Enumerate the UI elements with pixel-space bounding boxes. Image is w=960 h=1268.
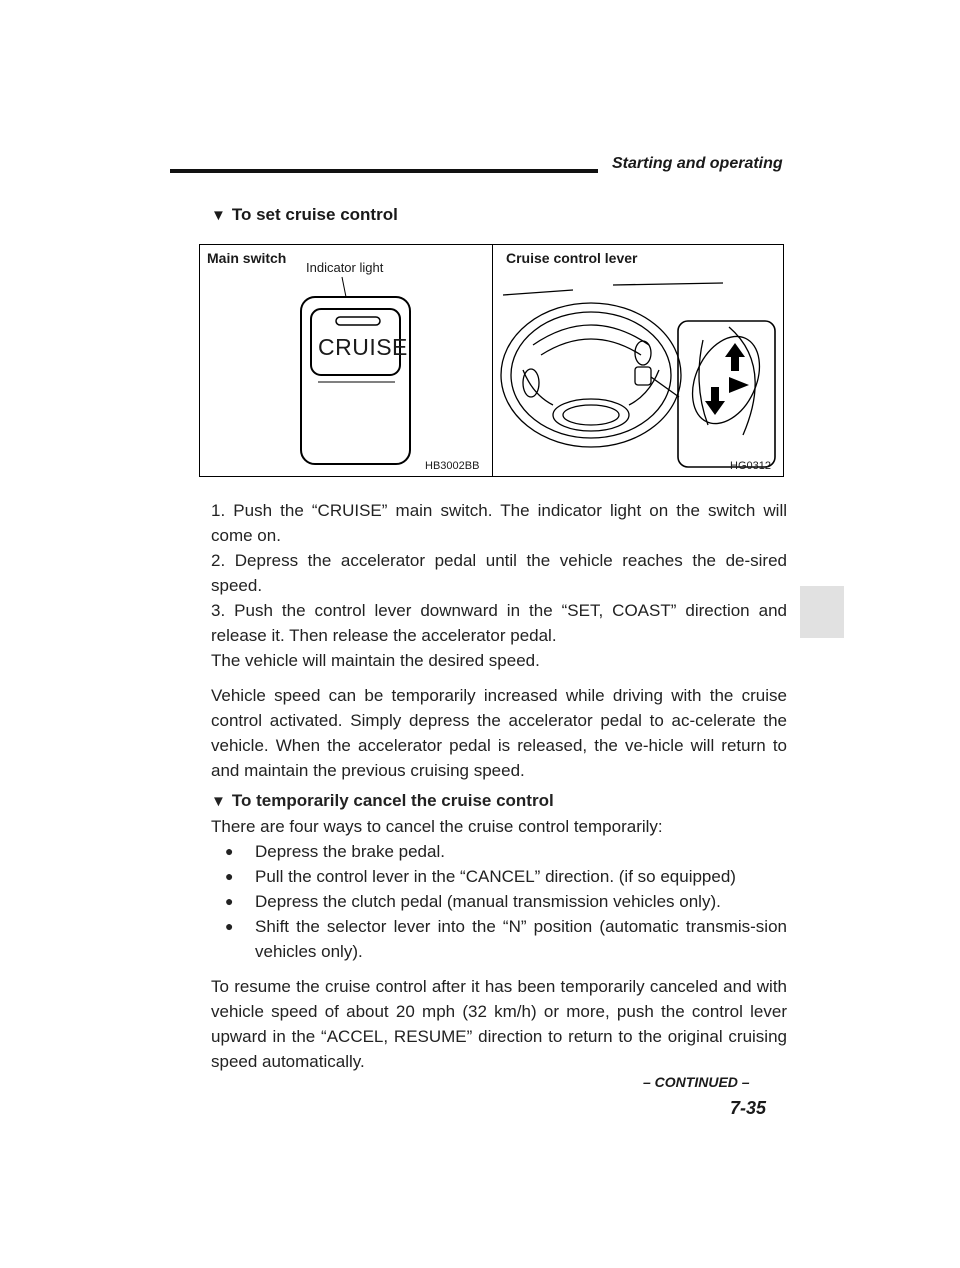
cruise-lever-label: Cruise control lever: [506, 250, 638, 266]
steps-block: [211, 498, 787, 783]
indicator-light-icon: [336, 317, 380, 325]
list-item-text: Pull the control lever in the “CANCEL” direction. (if so equipped): [255, 867, 736, 886]
heading-cancel: [211, 788, 787, 814]
arrow-down-icon: [705, 387, 725, 415]
indicator-light-label: Indicator light: [306, 260, 384, 275]
switch-text: CRUISE: [318, 334, 408, 360]
cancel-intro: There are four ways to cancel the cruise control temporarily:: [211, 817, 663, 836]
list-item-text: Shift the selector lever into the “N” position (automatic transmis-sion vehicles only).: [255, 917, 787, 961]
right-figure-code: HG0312: [730, 460, 771, 472]
arrow-up-icon: [725, 343, 745, 371]
bullet-icon: ●: [225, 843, 234, 859]
step-3: 3. Push the control lever downward in the “SET, COAST” direction and release it. Then release the accelerator pedal.: [211, 601, 787, 645]
list-item-text: Depress the brake pedal.: [255, 842, 445, 861]
chapter-side-tab: [800, 586, 844, 638]
list-item: [211, 889, 787, 914]
steering-wheel-drawing: [493, 245, 784, 476]
heading-set-cruise-text: To set cruise control: [231, 205, 398, 224]
list-item-text: Depress the clutch pedal (manual transmission vehicles only).: [255, 892, 721, 911]
bullet-icon: ●: [225, 868, 234, 884]
header-rule: [170, 169, 598, 173]
cancel-section: [211, 788, 787, 1074]
bullet-icon: ●: [225, 918, 234, 934]
figure-cruise-controls: [199, 244, 784, 477]
page-number: 7-35: [730, 1098, 767, 1118]
left-figure-code: HB3002BB: [425, 460, 480, 472]
heading-set-cruise: [211, 205, 398, 225]
para-speed-increase: Vehicle speed can be temporarily increased while driving with the cruise control activated. Simply depress the accelerator pedal to ac-celerate the vehicle. When the accelerator pedal is released, the ve-hicle will return to and maintain the previous cruising speed.: [211, 686, 787, 780]
arrow-side-icon: [729, 377, 749, 393]
main-switch-label: Main switch: [207, 250, 287, 266]
step-result: The vehicle will maintain the desired speed.: [211, 651, 540, 670]
triangle-marker-icon: ▼: [211, 793, 226, 810]
bullet-icon: ●: [225, 893, 234, 909]
step-1: 1. Push the “CRUISE” main switch. The indicator light on the switch will come on.: [211, 501, 787, 545]
continued-label: – CONTINUED –: [643, 1074, 750, 1090]
step-2: 2. Depress the accelerator pedal until the vehicle reaches the de-sired speed.: [211, 551, 787, 595]
section-title: Starting and operating: [612, 155, 783, 172]
list-item: [211, 839, 787, 864]
triangle-marker-icon: ▼: [211, 207, 226, 224]
list-item: [211, 914, 787, 964]
list-item: [211, 864, 787, 889]
heading-cancel-text: To temporarily cancel the cruise control: [231, 791, 554, 810]
para-resume: To resume the cruise control after it has been temporarily canceled and with vehicle speed of about 20 mph (32 km/h) or more, push the control lever upward in the “ACCEL, RESUME” direction to return to the original cruising speed automatically.: [211, 977, 787, 1071]
